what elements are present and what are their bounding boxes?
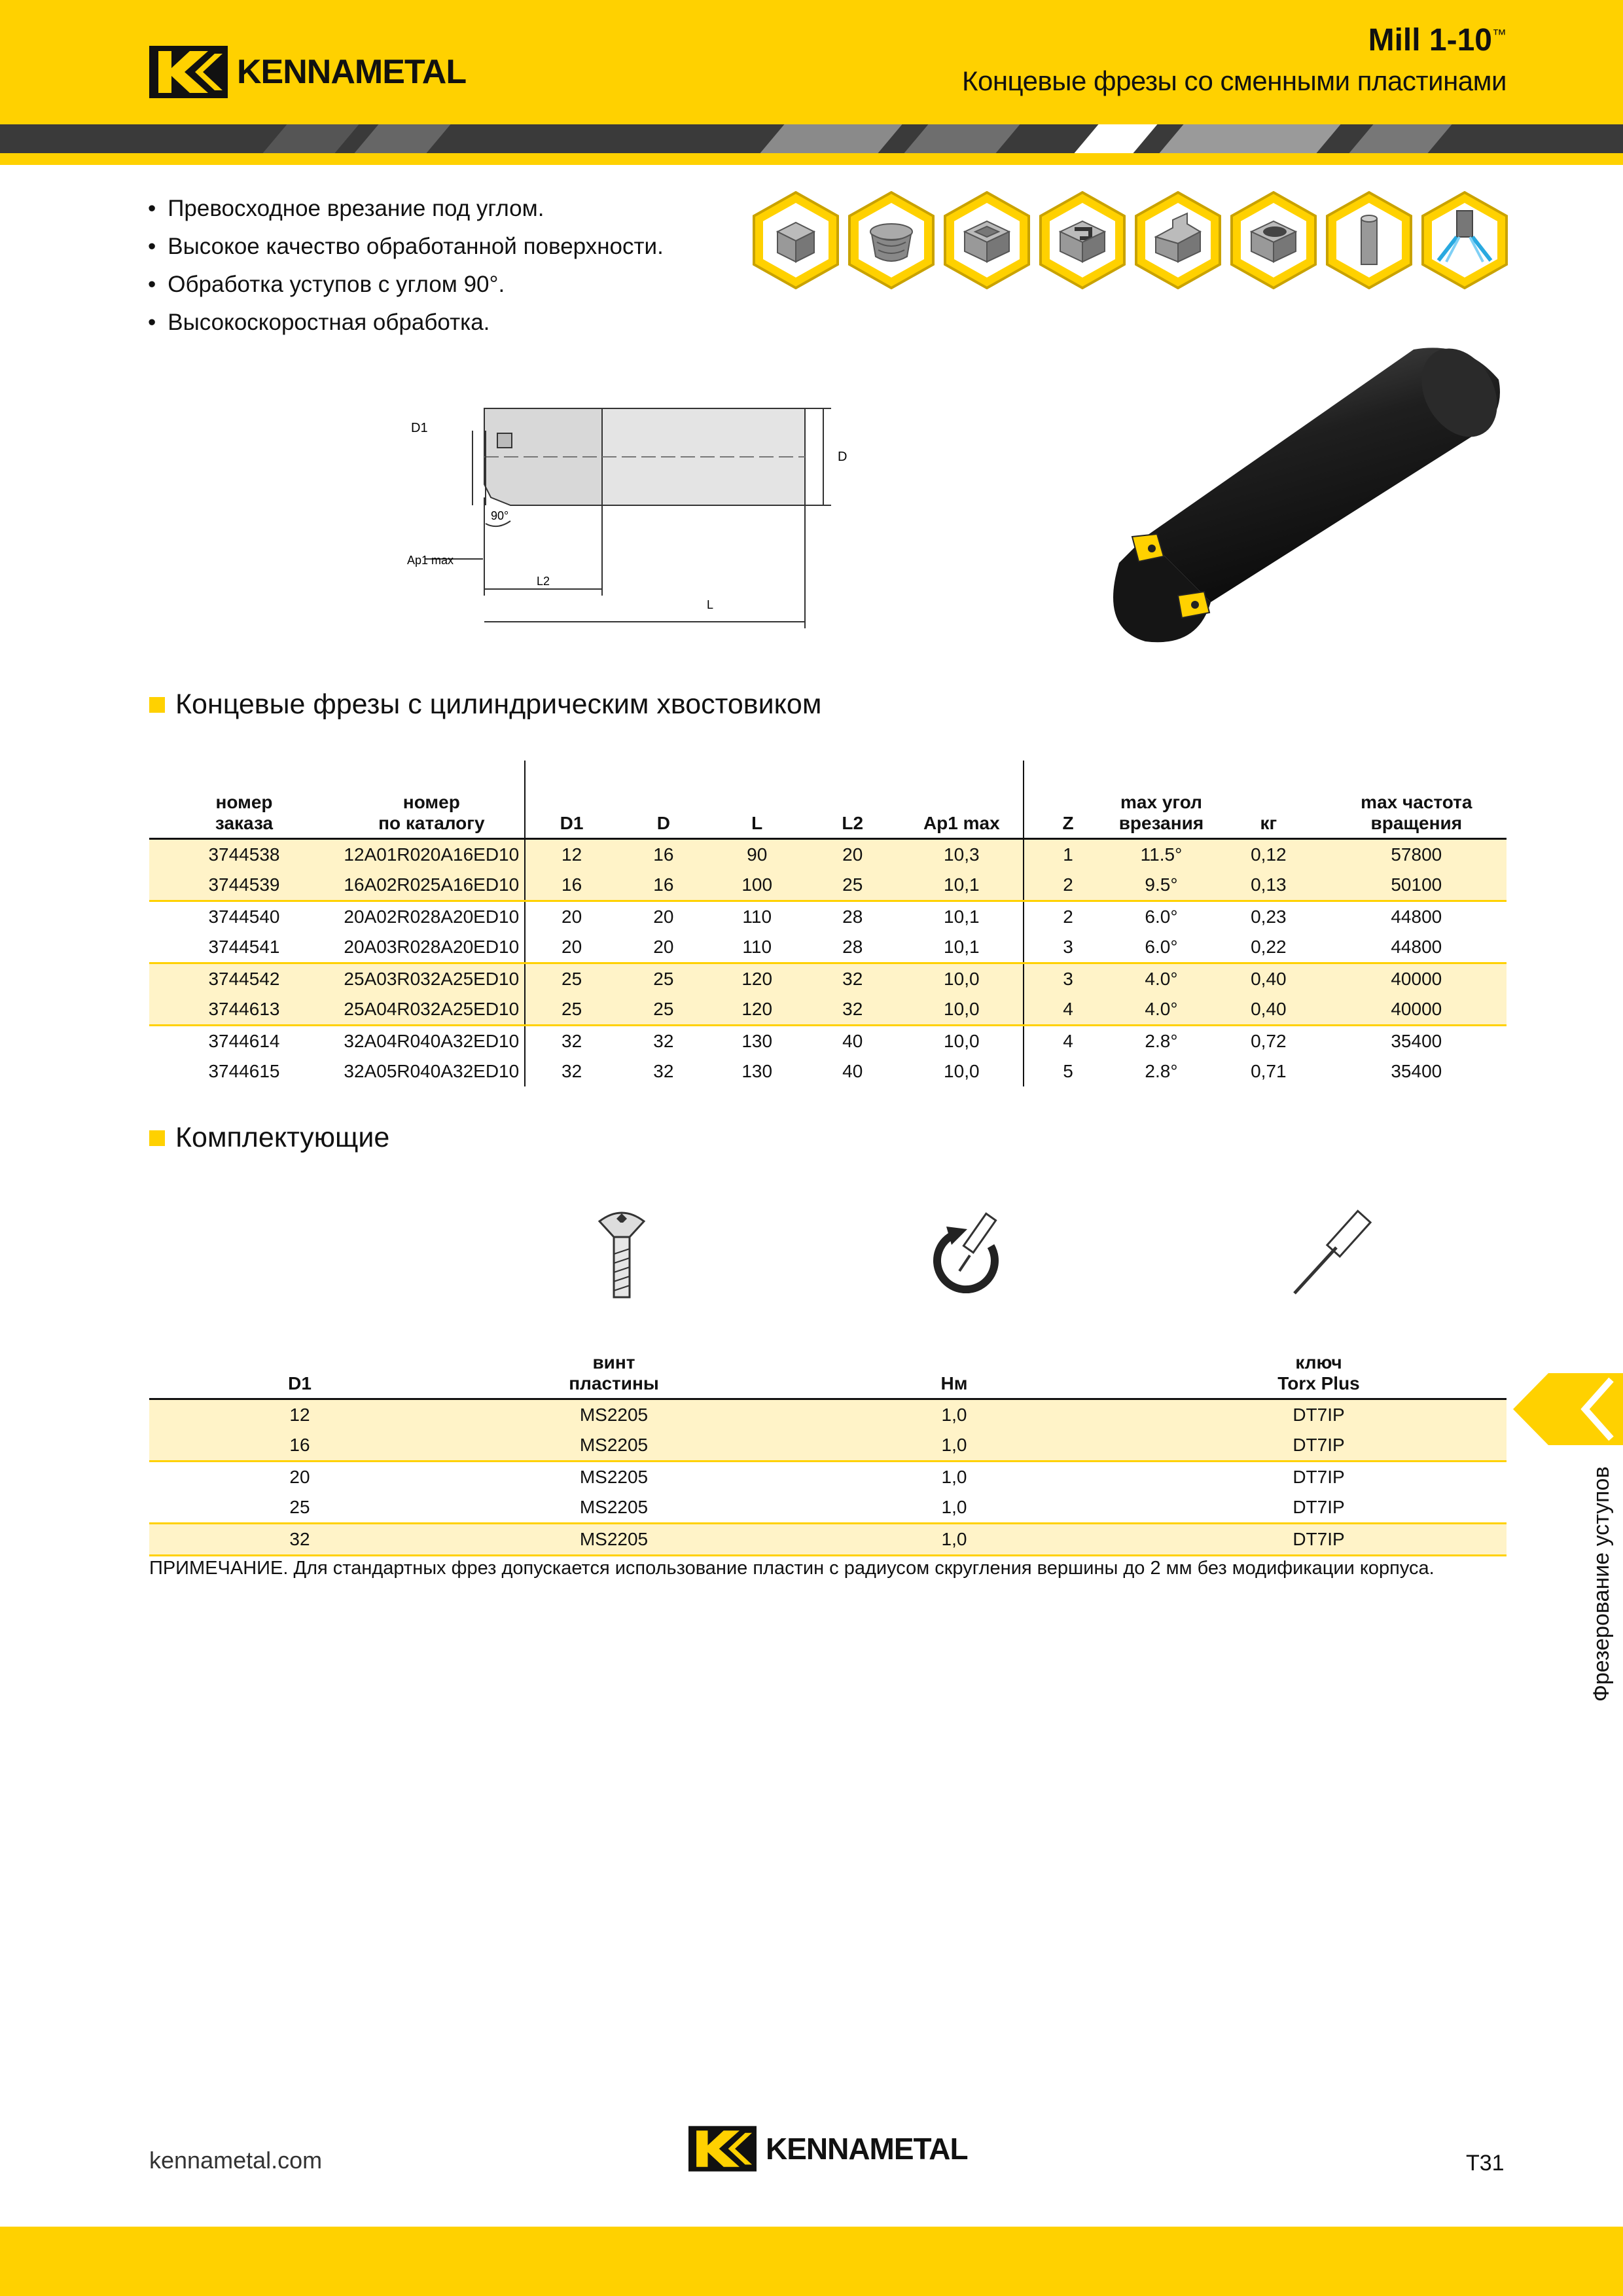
cell-d: 16	[618, 870, 709, 901]
cell-ap1: 10,0	[900, 963, 1024, 995]
section-title-text: Комплектующие	[175, 1122, 390, 1153]
cell-torque: 1,0	[777, 1430, 1131, 1462]
cell-insert-screw: MS2205	[579, 1497, 649, 1517]
table-row	[149, 870, 1507, 901]
cell-max-rpm: 44800	[1391, 906, 1442, 927]
footer-url[interactable]: kennametal.com	[149, 2147, 323, 2174]
table-row	[149, 1430, 1507, 1462]
cell-d: 25	[618, 963, 709, 995]
pocketing-icon	[942, 191, 1031, 289]
col-ap1: Ap1 max	[923, 813, 1000, 833]
cell-catalog-number: 20A03R028A20ED10	[344, 937, 520, 957]
cell-catalog-number: 12A01R020A16ED10	[339, 839, 525, 870]
cell-d: 20	[653, 937, 674, 957]
face-milling-icon	[751, 191, 840, 289]
cell-order-number: 3744614	[208, 1031, 280, 1051]
cell-d1: 25	[289, 1497, 310, 1517]
cell-catalog-number: 16A02R025A16ED10	[339, 870, 525, 901]
cell-d1: 12	[149, 1399, 450, 1431]
cell-d1: 20	[525, 901, 618, 933]
section-title-accessories	[149, 1122, 389, 1154]
feature-item: • Превосходное врезание под углом.	[148, 196, 544, 221]
cell-l: 120	[709, 994, 805, 1026]
cell-d: 20	[653, 906, 674, 927]
cell-d: 16	[618, 839, 709, 870]
cell-ramp-angle: 2.8°	[1145, 1061, 1178, 1081]
col-weight: кг	[1260, 813, 1277, 833]
cell-d1: 32	[525, 1026, 618, 1057]
table-row	[149, 1026, 1507, 1057]
table-row	[149, 1056, 1507, 1086]
header-stripe	[0, 124, 1623, 153]
cell-ap1: 10,1	[944, 937, 980, 957]
cell-ap1: 10,3	[900, 839, 1024, 870]
cell-key: DT7IP	[1131, 1430, 1507, 1462]
insert-screw-icon	[596, 1208, 648, 1300]
col-l: L	[751, 813, 763, 833]
torx-screwdriver-icon	[1283, 1208, 1374, 1300]
table-row	[149, 932, 1507, 963]
cell-weight: 0,40	[1211, 994, 1327, 1026]
cell-ramp-angle: 4.0°	[1112, 994, 1211, 1026]
cell-d1: 32	[149, 1524, 450, 1556]
cell-l: 110	[742, 906, 772, 927]
cell-ap1: 10,1	[900, 870, 1024, 901]
shoulder-milling-icon	[1133, 191, 1222, 289]
cell-key: DT7IP	[1131, 1524, 1507, 1556]
col-order-number: номер заказа	[215, 792, 274, 833]
cell-torque: 1,0	[777, 1524, 1131, 1556]
brand-name: KENNAMETAL	[237, 53, 467, 91]
cell-z: 5	[1024, 1056, 1111, 1086]
col-d: D	[656, 813, 670, 833]
plunge-icon	[1229, 191, 1318, 289]
cell-torque: 1,0	[941, 1497, 967, 1517]
cell-ap1: 10,0	[944, 1061, 980, 1081]
cell-order-number: 3744541	[208, 937, 280, 957]
cell-ap1: 10,1	[944, 906, 980, 927]
cell-insert-screw: MS2205	[450, 1430, 777, 1462]
cell-l: 110	[742, 937, 772, 957]
cell-max-rpm: 44800	[1391, 937, 1442, 957]
cell-d: 25	[618, 994, 709, 1026]
col-torque: Нм	[940, 1373, 968, 1393]
cell-max-rpm: 57800	[1327, 839, 1507, 870]
slotting-icon	[1038, 191, 1127, 289]
cell-l: 90	[709, 839, 805, 870]
cell-z: 2	[1024, 870, 1111, 901]
cell-ramp-angle: 2.8°	[1145, 1031, 1178, 1051]
cell-insert-screw: MS2205	[579, 1467, 649, 1487]
angle-label: 90°	[491, 509, 509, 522]
cell-z: 3	[1024, 963, 1111, 995]
col-key: ключ Torx Plus	[1277, 1352, 1360, 1393]
cell-weight: 0,12	[1211, 839, 1327, 870]
feature-item: • Высокоскоростная обработка.	[148, 310, 490, 335]
feature-list	[148, 190, 664, 342]
cell-key: DT7IP	[1131, 1399, 1507, 1431]
end-mill-table	[149, 761, 1507, 1086]
cell-order-number: 3744615	[208, 1061, 280, 1081]
helical-interpolation-icon	[847, 191, 936, 289]
cell-l2: 40	[842, 1061, 863, 1081]
ap1-label: Ap1 max	[407, 554, 454, 567]
cell-l2: 28	[842, 906, 863, 927]
table-row	[149, 1524, 1507, 1556]
cell-max-rpm: 35400	[1391, 1061, 1442, 1081]
cell-d1: 25	[525, 963, 618, 995]
cell-d1: 20	[289, 1467, 310, 1487]
cell-z: 4	[1024, 994, 1111, 1026]
cell-l: 100	[709, 870, 805, 901]
cell-l2: 32	[805, 994, 900, 1026]
col-z: Z	[1024, 761, 1111, 839]
cell-catalog-number: 32A04R040A32ED10	[344, 1031, 520, 1051]
cell-torque: 1,0	[777, 1399, 1131, 1431]
kennametal-k-icon	[149, 46, 228, 98]
feature-item: • Высокое качество обработанной поверхности.	[148, 234, 664, 259]
cell-weight: 0,71	[1251, 1061, 1287, 1081]
cell-weight: 0,23	[1251, 906, 1287, 927]
l2-label: L2	[537, 575, 550, 588]
cell-weight: 0,72	[1251, 1031, 1287, 1051]
cell-catalog-number: 20A02R028A20ED10	[344, 906, 520, 927]
cell-d1: 25	[525, 994, 618, 1026]
cell-l2: 40	[842, 1031, 863, 1051]
cell-z: 1	[1024, 839, 1111, 870]
cell-d1: 16	[149, 1430, 450, 1462]
header-underline	[0, 153, 1623, 165]
cell-d: 32	[653, 1061, 674, 1081]
table-row	[149, 1492, 1507, 1524]
cell-max-rpm: 40000	[1327, 963, 1507, 995]
product-subtitle: Концевые фрезы со сменными пластинами	[962, 65, 1507, 96]
cell-max-rpm: 35400	[1391, 1031, 1442, 1051]
cell-z: 4	[1024, 1026, 1111, 1057]
footer-logo	[688, 2126, 968, 2172]
cell-key: DT7IP	[1293, 1497, 1345, 1517]
cell-weight: 0,22	[1251, 937, 1287, 957]
col-ramp-angle: max угол врезания	[1118, 792, 1204, 833]
product-name-text: Mill 1-10	[1368, 23, 1492, 58]
section-title-end-mills	[149, 689, 821, 721]
cell-weight: 0,40	[1211, 963, 1327, 995]
section-title-text: Концевые фрезы с цилиндрическим хвостовиком	[175, 689, 822, 720]
cell-ramp-angle: 11.5°	[1112, 839, 1211, 870]
table-row	[149, 839, 1507, 870]
cell-z: 2	[1024, 901, 1111, 933]
end-mill-product-image	[1047, 340, 1505, 655]
cell-ramp-angle: 6.0°	[1145, 937, 1178, 957]
cell-catalog-number: 25A03R032A25ED10	[339, 963, 525, 995]
section-marker-icon	[149, 1130, 165, 1146]
table-row	[149, 901, 1507, 933]
cell-l2: 20	[805, 839, 900, 870]
d1-label: D1	[411, 421, 428, 435]
cell-max-rpm: 50100	[1327, 870, 1507, 901]
kennametal-k-icon	[688, 2126, 757, 2172]
table-row	[149, 963, 1507, 995]
cell-max-rpm: 40000	[1327, 994, 1507, 1026]
cell-order-number: 3744613	[149, 994, 339, 1026]
cell-ramp-angle: 9.5°	[1112, 870, 1211, 901]
col-l2: L2	[842, 813, 864, 833]
cell-torque: 1,0	[941, 1467, 967, 1487]
col-catalog-number: номер по каталогу	[378, 792, 485, 833]
cylinder-icon	[1325, 191, 1414, 289]
section-marker-icon	[149, 697, 165, 713]
side-tab-label: Фрезерование уступов	[1589, 1466, 1614, 1702]
cell-l: 120	[709, 963, 805, 995]
coolant-through-icon	[1420, 191, 1509, 289]
accessories-table	[149, 1344, 1507, 1556]
cell-ramp-angle: 4.0°	[1112, 963, 1211, 995]
side-tab-chevron-icon	[1513, 1373, 1623, 1445]
d-label: D	[838, 450, 847, 464]
cell-z: 3	[1024, 932, 1111, 963]
l-label: L	[707, 598, 714, 611]
table-row	[149, 994, 1507, 1026]
cell-weight: 0,13	[1211, 870, 1327, 901]
col-d1: D1	[288, 1373, 312, 1393]
cell-order-number: 3744538	[149, 839, 339, 870]
cell-d: 32	[653, 1031, 674, 1051]
cell-order-number: 3744540	[208, 906, 280, 927]
accessories-note: ПРИМЕЧАНИЕ. Для стандартных фрез допускается использование пластин с радиусом скругления вершины до 2 мм без модификации корпуса.	[149, 1558, 1435, 1579]
col-insert-screw: винт пластины	[569, 1352, 659, 1393]
brand-logo	[149, 46, 466, 98]
cell-d1: 20	[525, 932, 618, 963]
cell-catalog-number: 25A04R032A25ED10	[339, 994, 525, 1026]
cell-d1: 16	[525, 870, 618, 901]
application-icons	[751, 191, 1509, 289]
cell-ap1: 10,0	[944, 1031, 980, 1051]
tool-dimension-drawing	[399, 393, 988, 641]
product-name	[1368, 22, 1507, 58]
trademark-symbol: ™	[1492, 26, 1507, 43]
cell-d1: 12	[525, 839, 618, 870]
col-max-rpm: max частота вращения	[1361, 792, 1472, 833]
cell-order-number: 3744542	[149, 963, 339, 995]
footer-band	[0, 2227, 1623, 2296]
cell-order-number: 3744539	[149, 870, 339, 901]
cell-l: 130	[741, 1061, 773, 1081]
table-row	[149, 1399, 1507, 1431]
page-number: T31	[1466, 2151, 1505, 2176]
col-d1: D1	[525, 761, 618, 839]
cell-catalog-number: 32A05R040A32ED10	[344, 1061, 520, 1081]
feature-item: • Обработка уступов с углом 90°.	[148, 272, 505, 297]
cell-insert-screw: MS2205	[450, 1399, 777, 1431]
table-row	[149, 1462, 1507, 1493]
torque-wrench-icon	[928, 1208, 1013, 1293]
cell-ap1: 10,0	[900, 994, 1024, 1026]
cell-ramp-angle: 6.0°	[1145, 906, 1178, 927]
cell-l: 130	[741, 1031, 773, 1051]
cell-key: DT7IP	[1293, 1467, 1345, 1487]
cell-l2: 25	[805, 870, 900, 901]
cell-l2: 32	[805, 963, 900, 995]
cell-insert-screw: MS2205	[450, 1524, 777, 1556]
cell-d1: 32	[525, 1056, 618, 1086]
cell-l2: 28	[842, 937, 863, 957]
footer-brand-name: KENNAMETAL	[766, 2132, 968, 2166]
